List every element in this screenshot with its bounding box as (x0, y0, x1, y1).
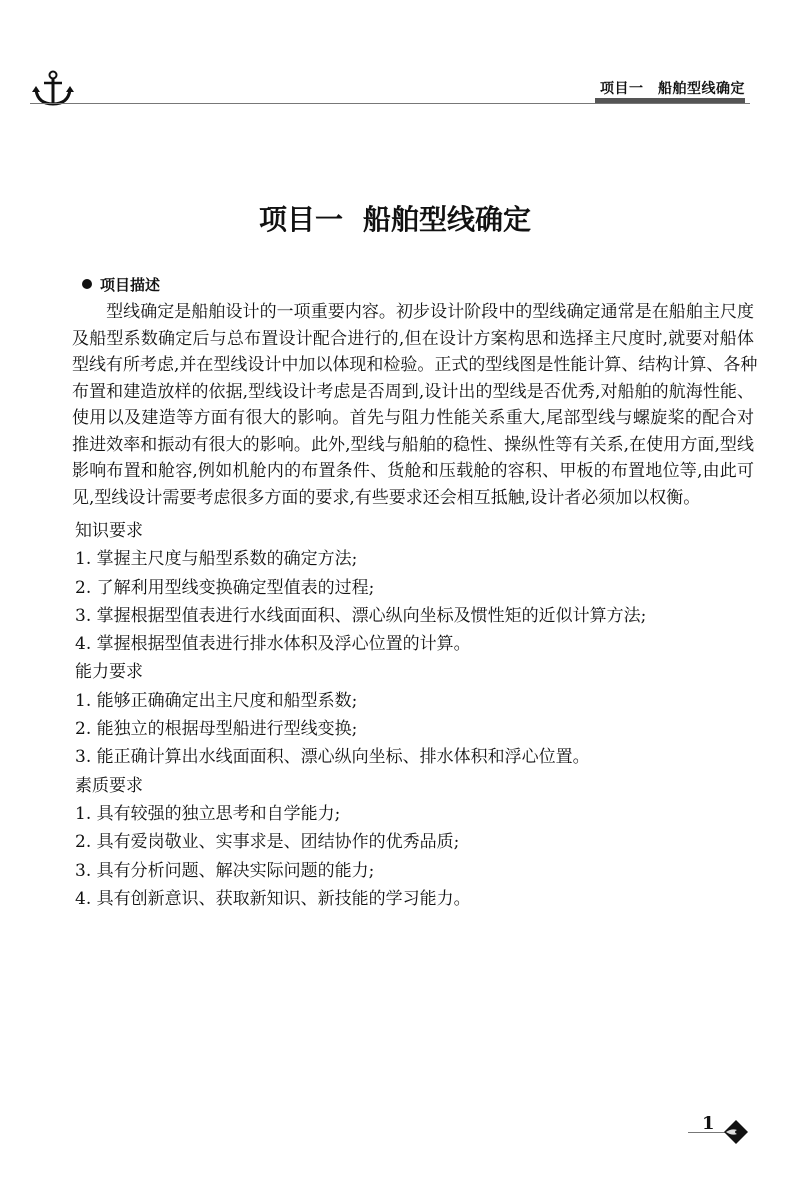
quality-heading: 素质要求 (75, 775, 143, 796)
list-item: 4. 具有创新意识、获取新知识、新技能的学习能力。 (75, 888, 471, 909)
list-item: 1. 掌握主尺度与船型系数的确定方法; (75, 549, 358, 570)
paragraph-line: 型线有所考虑,并在型线设计中加以体现和检验。正式的型线图是性能计算、结构计算、各种 (72, 355, 758, 375)
paragraph-line: 推进效率和振动有很大的影响。此外,型线与船舶的稳性、操纵性等有关系,在使用方面,型线 (72, 434, 754, 455)
list-item: 1. 具有较强的独立思考和自学能力; (75, 803, 341, 824)
list-item: 3. 具有分析问题、解决实际问题的能力; (75, 860, 375, 881)
page-number: 1 (702, 1113, 715, 1134)
anchor-icon (30, 70, 76, 106)
list-item: 1. 能够正确确定出主尺度和船型系数; (75, 690, 358, 711)
header-bar (595, 98, 745, 103)
diamond-icon (724, 1120, 748, 1144)
running-title: 项目一 船舶型线确定 (600, 81, 745, 97)
knowledge-heading: 知识要求 (75, 521, 143, 541)
page-title (0, 198, 790, 238)
list-item: 3. 能正确计算出水线面面积、漂心纵向坐标、排水体积和浮心位置。 (75, 747, 590, 768)
header-rule (30, 103, 750, 104)
section-label: 项目描述 (100, 276, 161, 294)
list-item: 2. 能独立的根据母型船进行型线变换; (75, 719, 358, 740)
paragraph-line: 型线确定是船舶设计的一项重要内容。初步设计阶段中的型线确定通常是在船舶主尺度 (72, 302, 754, 322)
title-project: 项目一 (258, 203, 343, 236)
list-item: 2. 了解利用型线变换确定型值表的过程; (75, 577, 375, 598)
requirements (75, 517, 646, 913)
paragraph-line: 见,型线设计需要考虑很多方面的要求,有些要求还会相互抵触,设计者必须加以权衡。 (72, 487, 701, 508)
paragraph-line: 及船型系数确定后与总布置设计配合进行的,但在设计方案构思和选择主尺度时,就要对船体 (72, 328, 754, 349)
description-paragraph (72, 299, 758, 511)
list-item: 4. 掌握根据型值表进行排水体积及浮心位置的计算。 (75, 634, 471, 655)
paragraph-line: 影响布置和舱容,例如机舱内的布置条件、货舱和压载舱的容积、甲板的布置地位等,由此可 (72, 461, 754, 481)
title-name: 船舶型线确定 (363, 203, 532, 236)
paragraph-line: 布置和建造放样的依据,型线设计考虑是否周到,设计出的型线是否优秀,对船舶的航海性能、 (72, 381, 754, 402)
list-item: 2. 具有爱岗敬业、实事求是、团结协作的优秀品质; (75, 832, 460, 853)
section-heading (82, 274, 160, 295)
list-item: 3. 掌握根据型值表进行水线面面积、漂心纵向坐标及惯性矩的近似计算方法; (75, 605, 647, 626)
bullet-icon (82, 279, 92, 289)
paragraph-line: 使用以及建造等方面有很大的影响。首先与阻力性能关系重大,尾部型线与螺旋桨的配合对 (72, 408, 754, 428)
ability-heading: 能力要求 (75, 662, 143, 683)
